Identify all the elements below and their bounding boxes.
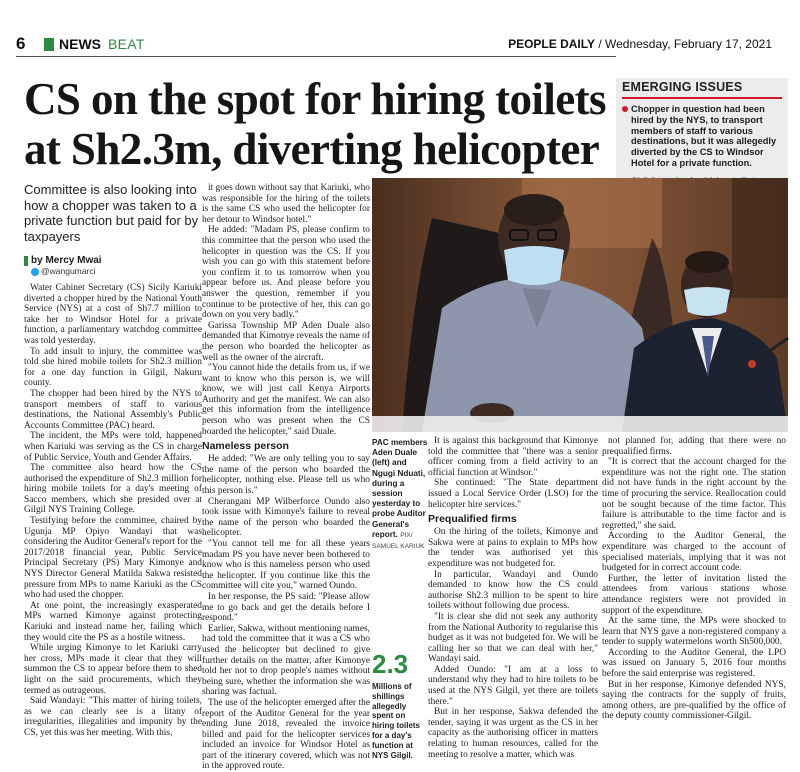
- bullet-icon: [622, 106, 628, 112]
- paragraph: The chopper had been hired by the NYS to transport members of staff to various destinations, the National Assembly's Public Accounts Committee (PAC) heard.: [24, 388, 202, 431]
- paragraph: At one point, the increasingly exasperated MPs warned Kimonye against protecting Kariuki and instead name her, failing which they would cite the PS as a hostile witness.: [24, 600, 202, 643]
- article-photo: [372, 178, 788, 432]
- section-subname: BEAT: [108, 36, 145, 52]
- emerging-issue-item: Chopper in question had been hired by the NYS, to transport members of staff to various destinations, but it was allegedly diverted by the CS to Windsor Hotel for a private function.: [622, 104, 782, 169]
- fact-text: Millions of shillings allegedly spent on hiring toilets for a day's function at NYS Gilgil.: [372, 682, 420, 760]
- author-handle: @wangumarci: [41, 266, 96, 276]
- photo-illustration: [372, 178, 788, 432]
- paragraph: not planned for, adding that there were no prequalified firms.: [602, 436, 786, 457]
- paragraph: He added: "Madam PS, please confirm to this committee that the person who used the helicopter in question was the CS. If you wish you can go with this statement before you confirm it to us tomorrow when you appear before us. And please before you answer the question, remember if you continue to be protective of her, this can go down on you very badly.": [202, 225, 370, 321]
- paragraph: According to the Auditor General, the expenditure was charged to the account of specialised materials, implying that it was not budgeted for in correct account code.: [602, 531, 786, 574]
- section-marker: [44, 38, 54, 51]
- twitter-icon: [31, 268, 39, 276]
- paragraph: Earlier, Sakwa, without mentioning names, had told the committee that it was a CS who used the helicopter but declined to give further details on the matter, after Kimonye told her not to drop people's names without being sure, whether the information she was sharing was factual.: [202, 623, 370, 698]
- publication-date: / Wednesday, February 17, 2021: [595, 37, 772, 51]
- headline: CS on the spot for hiring toilets at Sh2.3m, diverting helicopter: [24, 74, 606, 174]
- paragraph: Water Cabinet Secretary (CS) Sicily Kariuki diverted a chopper hired by the National Youth Service (NYS) at a cost of Sh7.7 million to take her to Windsor Hotel for a private function, a parliamentary watchdog committee was told yesterday.: [24, 283, 202, 346]
- paragraph: On the hiring of the toilets, Kimonye and Sakwa were at pains to explain to MPs how the tender was authorised yet this expenditure was not budgeted for.: [428, 527, 598, 569]
- paragraph: Further, the letter of invitation listed the attendees from various stations whose attendance registers were not provided in support of the expenditure.: [602, 573, 786, 616]
- paragraph: In her response, the PS said: "Please allow me to go back and get the details before I respond.": [202, 591, 370, 624]
- paragraph: "It is clear she did not seek any authority from the National Authority to regularise this budget as it was not budgeted for. We will be calling her so that we can deal with her," Wandayi said.: [428, 611, 598, 665]
- paragraph: Cherangani MP Wilberforce Oundo also took issue with Kimonye's failure to reveal the name of the person who boarded the helicopter.: [202, 496, 370, 539]
- paragraph: In particular, Wandayi and Oundo demanded to know how the CS could authorise Sh2.3 million to be spent to hire toilets without following due process.: [428, 569, 598, 612]
- section-name: NEWS: [59, 36, 101, 52]
- publication-dateline: [508, 36, 772, 52]
- photo-credit: PIX/ SAMUEL KARIUK: [372, 531, 425, 551]
- paragraph: "You cannot tell me for all these years madam PS you have never been bothered to know who is this nameless person who used the helicopter. If you continue like this the committee will cite you," warned Oundo.: [202, 539, 370, 592]
- paragraph: The use of the helicopter emerged after the report of the Auditor General for the year ending June 2018, revealed the invoice billed and paid for the helicopter services included an invoice for Windsor Hotel as part of the itinerary covered, which was not in the approved route.: [202, 697, 370, 772]
- emerging-issues-title: EMERGING ISSUES: [622, 80, 782, 99]
- paragraph: Garissa Township MP Aden Duale also demanded that Kimonye reveals the name of the person who boarded the helicopter as well as the owner of the aircraft.: [202, 320, 370, 363]
- article-column-5: [602, 436, 786, 760]
- caption-text: PAC members Aden Duale (left) and Ngugi Nduati, during a session yesterday to probe Auditor General's report.: [372, 438, 428, 539]
- standfirst: Committee is also looking into how a chopper was taken to a private function but paid for by taxpayers: [24, 182, 199, 244]
- paragraph: But in her response, Sakwa defended the tender, saying it was urgent as the CS in her capacity as the authorising officer in matters relating to human resources, called for the meeting to resolve a matter, which was: [428, 707, 598, 760]
- paragraph: She continued: "The State department issued a Local Service Order (LSO) for the helicopter hire services.": [428, 478, 598, 510]
- article-column-1: [24, 283, 202, 759]
- page-header: [16, 34, 784, 54]
- article-column-4: [428, 436, 598, 760]
- paragraph: Testifying before the committee, chaired by Ugunja MP Opiyo Wandayi that was considering the Auditor General's report for the 2017/2018 financial year, Public Service Principal Secretary (PS) Mary Kimonye and NYS Director General Matilda Sakwa resisted pressure from MPs to name Kariuki as the CS who had used the chopper.: [24, 516, 202, 601]
- paragraph: Added Oundo: "I am at a loss to understand why they had to hire toilets to be used at the NYS Gilgil, yet there are toilets there.": [428, 664, 598, 707]
- article-column-2: [202, 183, 370, 772]
- paragraph: Said Wandayi: "This matter of hiring toilets, as we can clearly see is a litany of irregularities, illegalities and impunity by the CS, yet this was her meeting. With this,: [24, 696, 202, 738]
- photo-caption: [372, 438, 428, 552]
- paragraph: It is against this background that Kimonye told the committee that "there was a senior officer coming from a field activity to an official function at Windsor.": [428, 436, 598, 478]
- paragraph: But in her response, Kimonye defended NYS, saying the contracts for the supply of fruits, among others, are pre-qualified by the office of the deputy county commissioner-Gilgil.: [602, 679, 786, 722]
- paragraph: According to the Auditor General, the LPO was issued on January 5, 2016 four months before the said enterprise was registered.: [602, 647, 786, 680]
- byline-marker: [24, 256, 28, 266]
- page-number: 6: [16, 34, 26, 53]
- paragraph: To add insult to injury, the committee was told she hired mobile toilets for Sh2.3 million for a one day function in Gilgil, Nakuru county.: [24, 346, 202, 389]
- paragraph: While urging Kimonye to let Kariuki carry her cross, MPs made it clear that they will summon the CS to appear before them to shed light on the said procurements, which they termed as outrageous.: [24, 643, 202, 696]
- paragraph: The committee also heard how the CS authorised the expenditure of Sh2.3 million for hiring mobile toilets for a day's meeting of Sacco members, which she presided over at Gilgil NYS Training College.: [24, 463, 202, 516]
- author-name: by Mercy Mwai: [31, 255, 102, 266]
- fact-number: 2.3: [372, 649, 409, 679]
- paragraph: The incident, the MPs were told, happened when Kariuki was serving as the CS in charge of Public Service, Youth and Gender Affairs.: [24, 431, 202, 463]
- paragraph: "You cannot hide the details from us, if we want to know who this person is, we will know, we will just call Kenya Airports Authority and get the manifest. We can also get this information from the intelligence person who was present when the CS boarded the helicopter," said Duale.: [202, 363, 370, 437]
- paragraph: At the same time, the MPs were shocked to learn that NYS gave a non-registered company a tender to supply watermelons worth Sh500,000.: [602, 616, 786, 648]
- header-rule: [16, 56, 616, 57]
- paragraph: it goes down without say that Kariuki, who was responsible for the hiring of the toilets is the same CS who used the helicopter for her detour to Windsor hotel.": [202, 183, 370, 225]
- paragraph: He added: "We are only telling you to say the name of the person who boarded the helicopter, nothing else. Please tell us who this person is.": [202, 454, 370, 497]
- subheading: Nameless person: [202, 440, 289, 453]
- publication-name: PEOPLE DAILY: [508, 37, 595, 51]
- subheading: Prequalified firms: [428, 513, 517, 526]
- paragraph: "It is correct that the account charged for the expenditure was not the right one. The station did not have funds in the right account by the time of procuring the service. Reallocation could not be sought because of the time factor. This failure is attributable to the time factor and is regretted," she said.: [602, 457, 786, 531]
